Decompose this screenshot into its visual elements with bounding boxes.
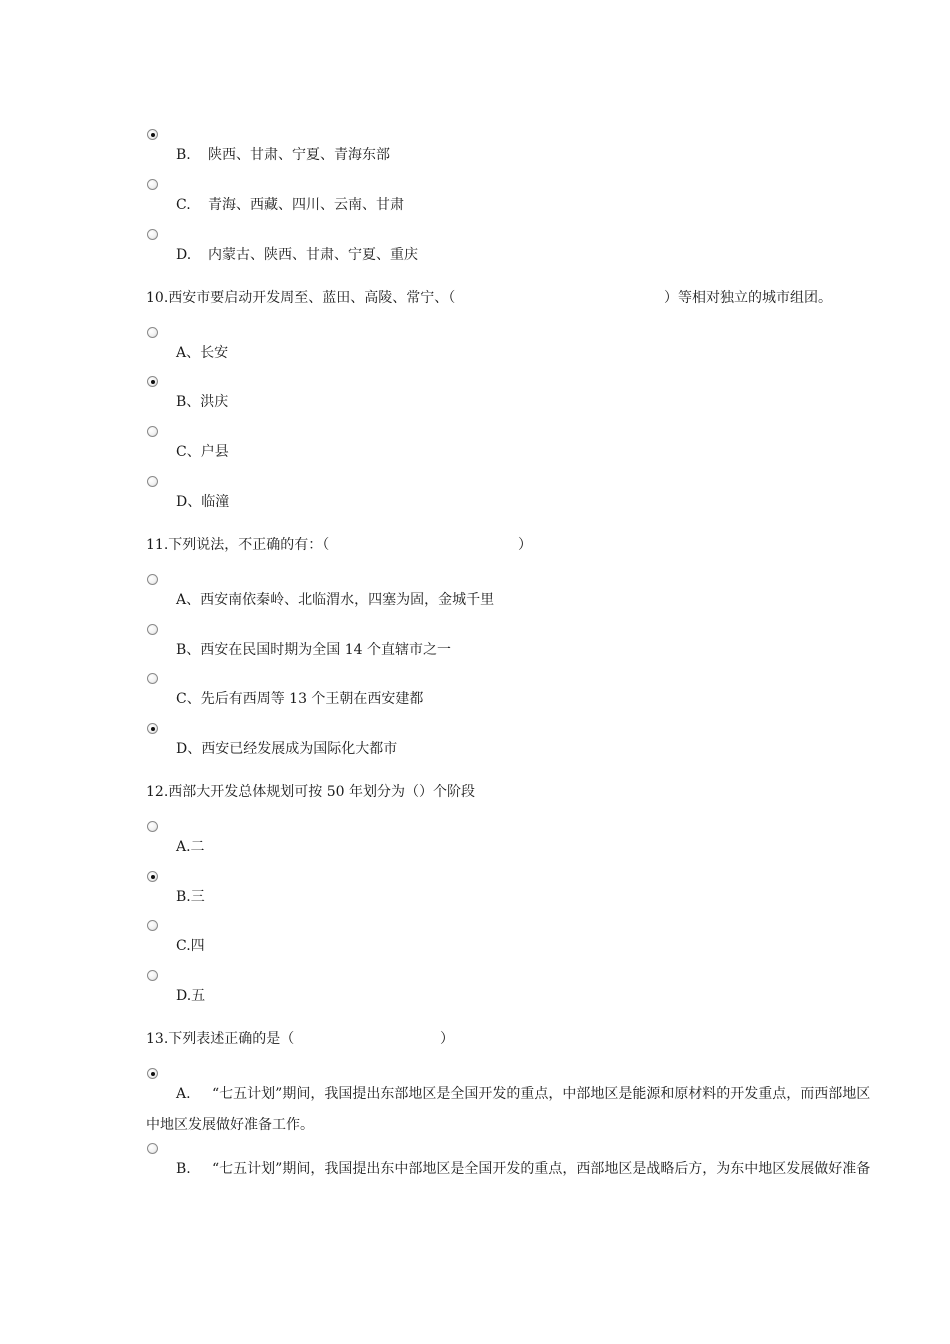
q13-stem-end: ） [440, 1031, 454, 1047]
q9-option-c-radio[interactable] [147, 179, 158, 190]
q12-option-a-radio[interactable] [147, 821, 158, 832]
radio-selected-dot [151, 727, 155, 731]
radio-selected-dot [151, 1072, 155, 1076]
q10-stem-end: ）等相对独立的城市组团。 [664, 290, 832, 306]
q9-option-c-text: 青海、西藏、四川、云南、甘肃 [208, 197, 404, 213]
q9-option-c-letter: C. [176, 197, 191, 213]
q10-option-b-radio[interactable] [147, 376, 158, 387]
q13-option-a-line1: “七五计划”期间，我国提出东部地区是全国开发的重点，中部地区是能源和原材料的开发重点，而西部地区 [212, 1086, 871, 1102]
radio-selected-dot [151, 380, 155, 384]
q11-option-d-radio[interactable] [147, 723, 158, 734]
q11-option-b-radio[interactable] [147, 624, 158, 635]
q10-option-b-label: B、洪庆 [176, 394, 229, 410]
q12-option-c-radio[interactable] [147, 920, 158, 931]
q11-option-d-label: D、西安已经发展成为国际化大都市 [176, 741, 398, 757]
q9-option-b-letter: B. [176, 147, 191, 163]
q11-option-a-radio[interactable] [147, 574, 158, 585]
q10-option-c-radio[interactable] [147, 426, 158, 437]
q12-option-b-radio[interactable] [147, 871, 158, 882]
q9-option-b-radio[interactable] [147, 129, 158, 140]
q11-option-c-label: C、先后有西周等 13 个王朝在西安建都 [176, 691, 424, 707]
q10-option-c-label: C、户县 [176, 444, 229, 460]
q11-option-b-label: B、西安在民国时期为全国 14 个直辖市之一 [176, 642, 452, 658]
q13-option-b-line1: “七五计划”期间，我国提出东中部地区是全国开发的重点，西部地区是战略后方，为东中地区发展做好准备 [212, 1161, 871, 1177]
q13-option-a-letter: A. [176, 1086, 191, 1102]
q12-option-a-label: A.二 [176, 839, 205, 855]
q11-option-a-label: A、西安南依秦岭、北临渭水，四塞为固，金城千里 [176, 592, 495, 608]
q10-option-a-radio[interactable] [147, 327, 158, 338]
q13-option-a-radio[interactable] [147, 1068, 158, 1079]
q9-option-b-text: 陕西、甘肃、宁夏、青海东部 [208, 147, 390, 163]
q11-option-c-radio[interactable] [147, 673, 158, 684]
q9-option-d-text: 内蒙古、陕西、甘肃、宁夏、重庆 [208, 247, 418, 263]
q10-option-d-label: D、临潼 [176, 494, 230, 510]
q12-stem: 12.西部大开发总体规划可按 50 年划分为（）个阶段 [146, 784, 475, 800]
q10-stem-start: 10.西安市要启动开发周至、蓝田、高陵、常宁、（ [146, 290, 456, 306]
q11-stem-end: ） [518, 537, 532, 553]
q12-option-d-label: D.五 [176, 988, 206, 1004]
q13-option-b-radio[interactable] [147, 1143, 158, 1154]
q11-stem-start: 11.下列说法，不正确的有：（ [146, 537, 330, 553]
q9-option-d-radio[interactable] [147, 229, 158, 240]
q10-option-a-label: A、长安 [176, 345, 229, 361]
radio-selected-dot [151, 875, 155, 879]
q13-option-b-letter: B. [176, 1161, 191, 1177]
q13-option-a-line2: 中地区发展做好准备工作。 [146, 1117, 314, 1133]
q12-option-d-radio[interactable] [147, 970, 158, 981]
q9-option-d-letter: D. [176, 247, 192, 263]
q13-option-b-line1-clip [212, 1160, 950, 1178]
q13-option-a-line1-clip [212, 1085, 950, 1103]
q12-option-c-label: C.四 [176, 938, 205, 954]
q10-option-d-radio[interactable] [147, 476, 158, 487]
q12-option-b-label: B.三 [176, 889, 205, 905]
radio-selected-dot [151, 133, 155, 137]
q13-stem-start: 13.下列表述正确的是（ [146, 1031, 295, 1047]
